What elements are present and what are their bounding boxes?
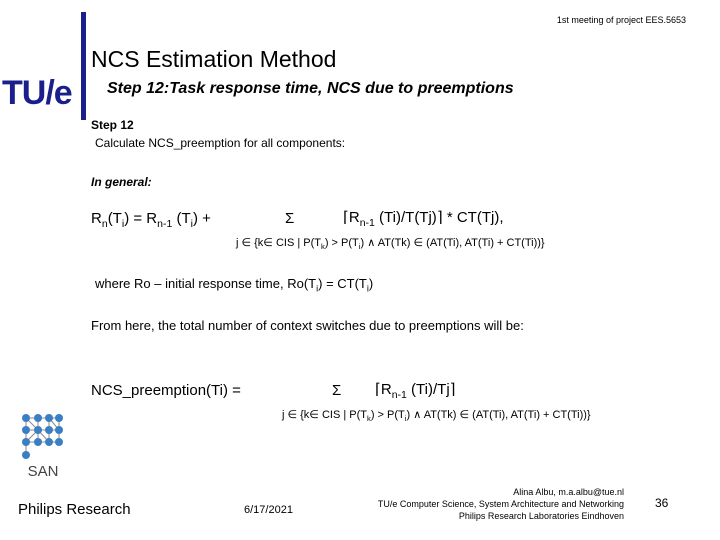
formula1-condition: j ∈ {k∈ CIS | $P(T_k) > P(T_i)$ ∧ AT(Tk) ∈ (AT(Ti), AT(Ti) + CT(Ti))} [236,237,545,252]
step-label: Step 12 [91,118,134,132]
page-number: 36 [655,496,669,510]
svg-text:SAN: SAN [27,463,59,480]
footer-date: 6/17/2021 [244,504,293,516]
formula1-term: $⌈R_{n-1}$ (Ti)/T(Tj)⌉ * CT(Tj), [343,209,504,229]
san-logo-icon [14,410,72,480]
formula1-sigma: Σ [285,210,295,227]
san-logo [14,410,72,480]
author-lab: Philips Research Laboratories Eindhoven [458,511,624,521]
where-text: where Ro – initial response time, $Ro(T_i) = CT(T_i)$ [95,276,374,294]
formula2-term: $⌈R_{n-1}$ (Ti)/Tj⌉ [375,381,456,401]
tue-logo: TU/e [2,74,72,112]
author-affiliation: TU/e Computer Science, System Architecture and Networking [377,499,624,509]
formula2-lhs: NCS_preemption(Ti) = [91,382,241,399]
formula2-condition: j ∈ {k∈ CIS | $P(T_k) > P(T_i)$ ∧ AT(Tk) ∈ (AT(Ti), AT(Ti) + CT(Ti))} [282,409,591,424]
formula2-sigma: Σ [332,382,342,399]
footer-company: Philips Research [18,501,131,518]
step-description: Calculate NCS_preemption for all components: [95,136,346,150]
from-here-text: From here, the total number of context switches due to preemptions will be: [91,318,524,333]
author-contact: Alina Albu, m.a.albu@tue.nl [513,487,624,497]
page-title: NCS Estimation Method [91,46,337,72]
formula1-lhs: $R_n(T_i) = R_{n-1}$ $(T_i)$ + [91,210,211,230]
in-general-label: In general: [91,175,152,189]
page-subtitle: Step 12:Task response time, NCS due to preemptions [107,80,514,97]
title-accent-bar [81,12,86,120]
meeting-label: 1st meeting of project EES.5653 [556,15,686,25]
footer-author [320,486,624,522]
